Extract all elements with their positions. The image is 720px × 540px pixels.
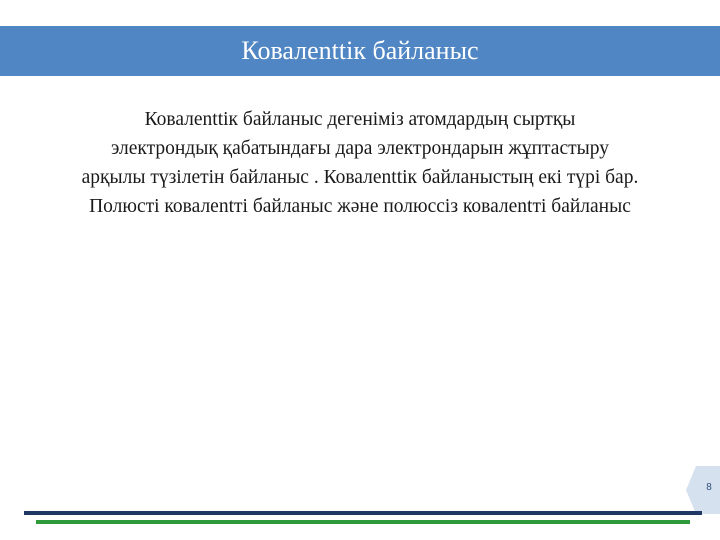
page-number-tab: [686, 466, 720, 514]
page-number: 8: [706, 482, 712, 493]
footer-rule-navy: [24, 511, 702, 515]
body-line-4: Полюсті ковалentті байланыс және полюссіз ковалentті байланыс: [89, 196, 631, 217]
title-bar: [0, 26, 720, 76]
body-line-1: Ковалenttік байланыс дегеніміз атомдардың сыртқы: [144, 109, 576, 130]
body-line-2: электрондық қабатындағы дара электрондарын жұптастыру: [110, 138, 609, 159]
slide-title: Ковалenttік байланыс: [241, 36, 479, 65]
slide-body: [6, 105, 714, 221]
body-line-3: арқылы түзілетін байланыс . Ковалenttік байланыстың екі түрі бар.: [81, 167, 639, 188]
footer-rule-green: [36, 520, 690, 524]
